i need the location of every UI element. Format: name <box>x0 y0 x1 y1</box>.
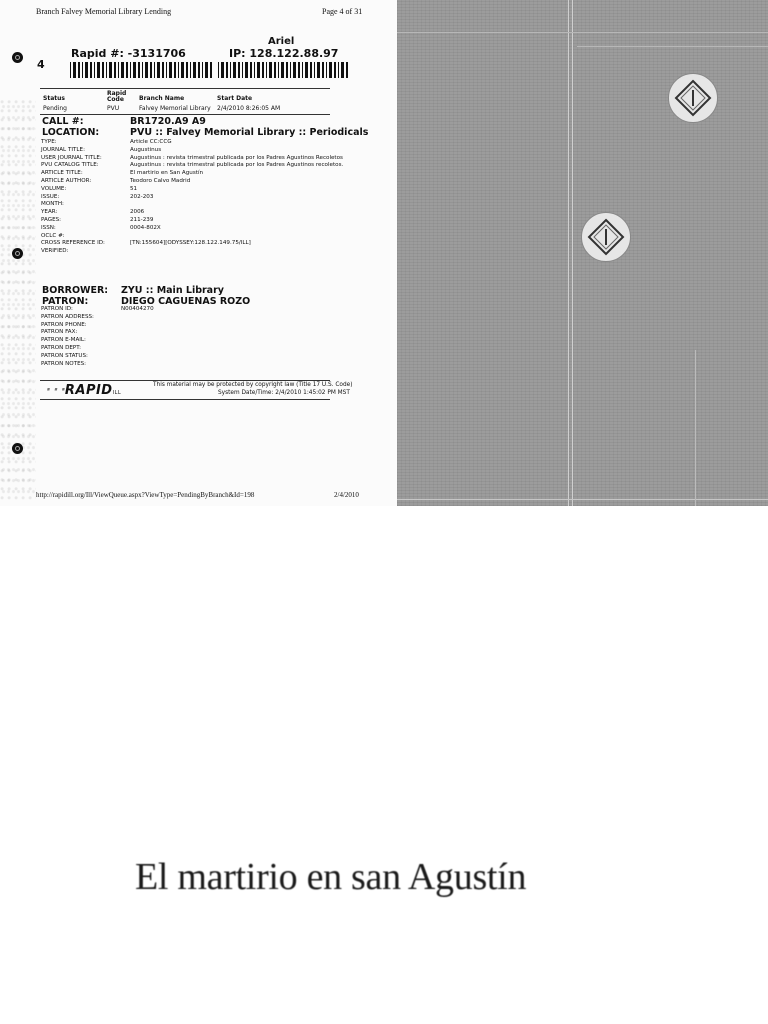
scanner-background <box>397 0 768 506</box>
rapid-barcode <box>70 62 212 78</box>
patron-value: N00404270 <box>121 306 154 312</box>
patron-value <box>121 314 154 322</box>
patron-label: PATRON: <box>42 296 89 307</box>
footer-date: 2/4/2010 <box>334 491 359 499</box>
request-number: 4 <box>37 58 45 71</box>
patron-label: PATRON FAX: <box>41 329 78 336</box>
field-value: Article CC:CCG <box>130 139 172 145</box>
call-label: CALL #: <box>42 116 84 127</box>
punch-hole-1 <box>12 52 23 63</box>
patron-value <box>121 345 154 353</box>
field-value: Augustinus : revista trimestral publicada por los Padres Agustinos recoletos. <box>130 162 344 169</box>
field-value <box>130 201 343 209</box>
rapid-code-header: Rapid Code <box>107 90 127 103</box>
field-value: Teodoro Calvo Madrid <box>130 177 191 184</box>
field-value: Augustinus : revista trimestral publicada por los Padres Agustinos Recoletos <box>130 154 343 161</box>
patron-value <box>121 322 154 330</box>
status-header: Status <box>43 95 65 102</box>
patron-label: PATRON ID: <box>41 306 73 312</box>
start-date-value: 2/4/2010 8:26:05 AM <box>217 105 281 112</box>
field-label: USER JOURNAL TITLE: <box>41 154 102 161</box>
location-value: PVU :: Falvey Memorial Library :: Periodicals <box>130 127 369 138</box>
field-label: MONTH: <box>41 201 64 208</box>
patron-label: PATRON NOTES: <box>41 360 87 367</box>
field-label: VOLUME: <box>41 185 67 192</box>
field-value: 51 <box>130 185 138 192</box>
borrower-label: BORROWER: <box>42 285 109 296</box>
footer-url: http://rapidill.org/Ill/ViewQueue.aspx?ViewType=PendingByBranch&Id=198 <box>36 491 255 499</box>
borrower-value: ZYU :: Main Library <box>121 285 224 296</box>
branch-name-value: Falvey Memorial Library <box>139 105 211 112</box>
footer-divider-bottom <box>40 399 330 400</box>
scan-edge <box>397 32 768 33</box>
footer-divider <box>40 380 330 381</box>
rapid-code-value: PVU <box>107 105 120 112</box>
patron-label: PATRON DEPT: <box>41 344 81 351</box>
divider <box>40 88 330 89</box>
field-label: CROSS REFERENCE ID: <box>41 240 105 247</box>
patron-value <box>121 337 154 345</box>
field-value: [TN:155604][ODYSSEY:128.122.149.75/ILL] <box>130 240 251 247</box>
patron-value: DIEGO CAGUENAS ROZO <box>121 296 251 307</box>
patron-label: PATRON PHONE: <box>41 321 87 328</box>
diamond-marker-icon <box>581 212 631 262</box>
logo-dots: · · · <box>46 383 65 398</box>
copyright-notice: This material may be protected by copyright law (Title 17 U.S. Code) <box>153 382 353 388</box>
patron-label: PATRON STATUS: <box>41 352 88 359</box>
field-value: 2006 <box>130 209 145 216</box>
scan-edge <box>577 46 768 47</box>
patron-field-values <box>121 306 154 368</box>
scan-edge <box>572 0 573 506</box>
scan-noise <box>0 100 36 500</box>
field-label: ISSUE: <box>41 193 60 200</box>
punch-hole-2 <box>12 248 23 259</box>
ip-address: IP: 128.122.88.97 <box>229 47 339 60</box>
field-label: ISSN: <box>41 224 56 231</box>
patron-label: PATRON E-MAIL: <box>41 337 86 344</box>
field-value: Augustinus <box>130 146 162 153</box>
start-date-header: Start Date <box>217 95 253 102</box>
status-value: Pending <box>43 105 67 112</box>
rapid-number: Rapid #: -3131706 <box>71 47 186 60</box>
field-label: OCLC #: <box>41 232 65 239</box>
patron-value <box>121 361 154 369</box>
branch-name-header: Branch Name <box>139 95 185 102</box>
field-labels <box>41 139 105 256</box>
field-value <box>130 233 343 241</box>
field-value <box>130 248 343 256</box>
field-label: TYPE: <box>41 139 57 145</box>
location-label: LOCATION: <box>42 127 100 138</box>
header-page: Page 4 of 31 <box>322 7 363 16</box>
system-date: System Date/Time: 2/4/2010 1:45:02 PM MST <box>218 390 350 396</box>
scan-edge <box>568 0 569 506</box>
field-label: ARTICLE AUTHOR: <box>41 177 92 184</box>
patron-value <box>121 329 154 337</box>
scan-edge <box>695 350 696 506</box>
field-value: 202-203 <box>130 193 154 200</box>
article-heading: El martirio en san Agustín <box>135 856 527 898</box>
ariel-label: Ariel <box>268 36 295 47</box>
ip-barcode <box>218 62 348 78</box>
field-label: PAGES: <box>41 216 62 223</box>
field-values <box>130 139 343 256</box>
scan-edge <box>397 499 768 500</box>
field-value: El martirio en San Agustín <box>130 170 204 177</box>
patron-value <box>121 353 154 361</box>
ill-request-sheet <box>0 0 397 506</box>
call-number: BR1720.A9 A9 <box>130 116 206 127</box>
field-label: ARTICLE TITLE: <box>41 170 83 177</box>
field-label: PVU CATALOG TITLE: <box>41 162 99 169</box>
field-label: VERIFIED: <box>41 248 69 255</box>
diamond-marker-icon <box>668 73 718 123</box>
field-label: JOURNAL TITLE: <box>41 146 85 153</box>
field-value: 0004-802X <box>130 224 161 231</box>
divider <box>40 114 330 115</box>
rapid-logo: · · ·RAPIDILL <box>46 383 122 398</box>
field-label: YEAR: <box>41 209 58 216</box>
punch-hole-3 <box>12 443 23 454</box>
patron-field-labels <box>41 306 94 368</box>
patron-label: PATRON ADDRESS: <box>41 313 94 320</box>
field-value: 211-239 <box>130 216 154 223</box>
header-left: Branch Falvey Memorial Library Lending <box>36 7 172 16</box>
